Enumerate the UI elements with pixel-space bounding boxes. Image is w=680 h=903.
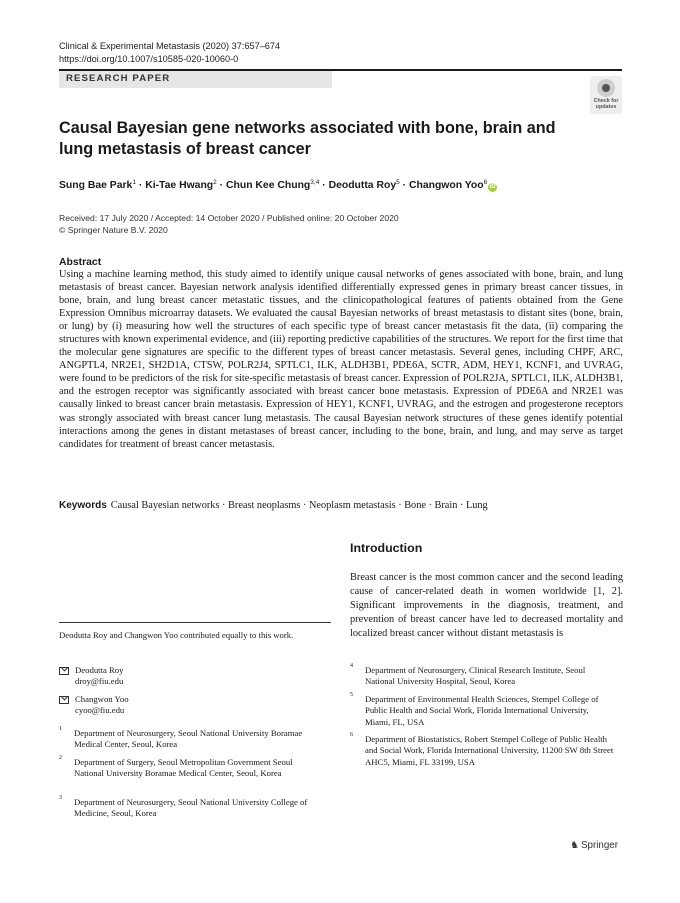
article-title: Causal Bayesian gene networks associated with bone, brain and lung metastasis of breast cancer xyxy=(59,119,556,158)
equal-contribution-note: Deodutta Roy and Changwon Yoo contributed equally to this work. xyxy=(59,630,294,640)
check-updates-icon xyxy=(597,79,615,97)
author-affiliation-ref: 1 xyxy=(132,179,136,186)
affiliation-text: Department of Surgery, Seoul Metropolitan Government Seoul National University Boramae Medical Center, Seoul, Korea xyxy=(74,757,293,779)
author-affiliation-ref: 6 xyxy=(483,179,488,186)
orcid-icon[interactable]: iD xyxy=(489,184,496,190)
author-affiliation-ref: 5 xyxy=(396,179,400,186)
journal-line: Clinical & Experimental Metastasis (2020) 37:657–674 xyxy=(59,41,281,51)
contact-entry xyxy=(59,665,331,689)
abstract-text: Using a machine learning method, this study aimed to identify unique causal networks of genes associated with bone, brain, and lung metastasis of breast cancer. Bayesian network analysis identified differentially expressed genes in primary breast cancer tissues, in bone, brain, and lung breast cancer metastatic tissues, and the clinicopathological features of patients obtained from the Gene Expression Omnibus microarray datasets. We evaluated the causal Bayesian networks of breast metastasis to distant sites (bone, brain, or lung) by (i) measuring how well the structures of each specific type of breast cancer metastasis fit the data, (ii) comparing the structures with known experimental evidence, and (iii) reporting predictive capabilities of the structures. We report for the first time that the molecular gene signatures are specific to the different types of breast cancer metastasis. Several genes, including CHPF, ARC, ANGPTL4, NR2E1, SH2D1A, CTSW, POLR2J4, SPTLC1, ILK, ALDH3B1, PDE6A, SCTR, ADM, HEY1, KCNF1, and UVRAG, were found to be predictors of the risk for site-specific metastasis of breast cancer. Expression of POLR2JA, SPTLC1, ILK, ALDH3B1, and the estrogen receptor was significantly associated with breast cancer bone metastasis. Expression of PDE6A and NR2E1 was causally linked to breast cancer brain metastasis. Expression of HEY1, KCNF1, UVRAG, and the estrogen and progesterone receptors was strongly associated with breast cancer lung metastasis. The causal Bayesian network structures of these genes identify potential interactions among the genes in distant metastases of breast cancer, including to the bone, brain, and lung, and may serve as target candidates for treatment of breast cancer metastasis. xyxy=(59,269,623,450)
affiliation-text: Department of Neurosurgery, Seoul National University Boramae Medical Center, Seoul, Korea xyxy=(74,728,303,750)
author-name[interactable]: Deodutta Roy xyxy=(328,180,397,191)
author-affiliation-ref: 2 xyxy=(213,179,217,186)
author-name[interactable]: Sung Bae Park xyxy=(59,180,133,191)
keywords-text: Causal Bayesian networks · Breast neoplasms · Neoplasm metastasis · Bone · Brain · Lung xyxy=(110,500,488,511)
affiliation-text: Department of Neurosurgery, Clinical Research Institute, Seoul National University Hospital, Seoul, Korea xyxy=(365,665,586,687)
introduction-heading: Introduction xyxy=(350,541,423,555)
abstract-heading: Abstract xyxy=(59,257,102,268)
author-name[interactable]: Ki-Tae Hwang xyxy=(145,180,214,191)
journal-citation xyxy=(59,40,280,66)
springer-horse-icon: ♞ xyxy=(570,840,579,851)
author-affiliation-ref: 3,4 xyxy=(310,179,320,186)
author-separator: · xyxy=(319,180,329,191)
author-name[interactable]: Chun Kee Chung xyxy=(226,180,311,191)
affiliation-number: 4 xyxy=(350,663,353,669)
affiliation-number: 1 xyxy=(59,726,62,732)
footnote-rule xyxy=(59,622,331,623)
affiliation-number: 6 xyxy=(350,732,353,738)
dates-line: Received: 17 July 2020 / Accepted: 14 October 2020 / Published online: 20 October 2020 xyxy=(59,213,399,223)
contact-email[interactable]: cyoo@fiu.edu xyxy=(75,705,125,716)
affiliation-number: 5 xyxy=(350,692,353,698)
contact-name: Changwon Yoo xyxy=(75,694,129,704)
author-separator: · xyxy=(135,180,146,191)
affiliation-text: Department of Neurosurgery, Seoul National University College of Medicine, Seoul, Korea xyxy=(74,797,308,819)
author-list xyxy=(59,179,497,192)
keywords-label: Keywords xyxy=(59,500,107,511)
contact-name: Deodutta Roy xyxy=(75,665,124,675)
author-separator: · xyxy=(216,180,226,191)
affiliation-text: Department of Environmental Health Sciences, Stempel College of Public Health and Social Work, Florida International University, Miami, FL, USA xyxy=(365,694,599,727)
keywords xyxy=(59,500,488,511)
check-for-updates-badge[interactable] xyxy=(590,76,622,114)
contact-entry xyxy=(59,694,331,718)
affiliation-text: Department of Biostatistics, Robert Stempel College of Public Health and Social Work, Florida International University, 11200 SW 8th Street AHC5, Miami, FL 33199, USA xyxy=(365,734,614,767)
publication-dates xyxy=(59,213,399,236)
author-separator: · xyxy=(399,180,409,191)
publisher-logo xyxy=(570,840,618,851)
envelope-icon xyxy=(59,696,69,704)
publisher-name: Springer xyxy=(580,840,618,851)
contact-email[interactable]: droy@fiu.edu xyxy=(75,676,124,687)
author-name[interactable]: Changwon Yoo xyxy=(408,180,484,191)
check-updates-label: Check for updates xyxy=(593,98,619,111)
doi-line: https://doi.org/10.1007/s10585-020-10060-0 xyxy=(59,54,239,64)
copyright-line: © Springer Nature B.V. 2020 xyxy=(59,224,168,235)
envelope-icon xyxy=(59,667,69,675)
affiliation-number: 2 xyxy=(59,755,62,761)
introduction-text: Breast cancer is the most common cancer and the second leading cause of cancer-related death in women worldwide [1, 2]. Significant improvements in the diagnosis, treatment, and prevention of breast cancer have led to decreased mortality and localized breast cancer without distant metastasis is xyxy=(350,572,623,640)
affiliation-number: 3 xyxy=(59,795,62,801)
article-type-label: RESEARCH PAPER xyxy=(66,73,171,84)
